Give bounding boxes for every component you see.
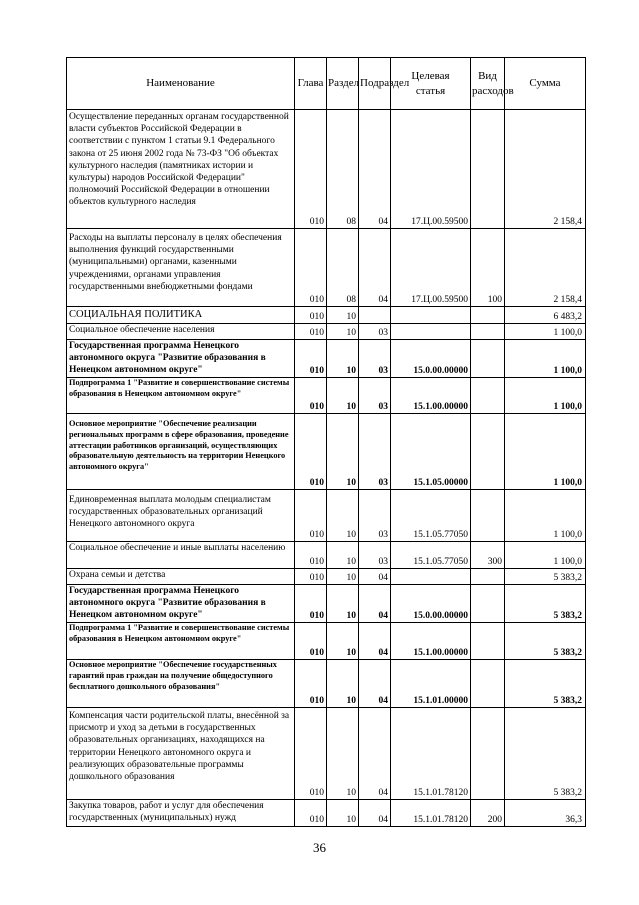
row-target: 15.1.01.78120 [391, 800, 471, 827]
row-podrazdel: 04 [359, 569, 391, 585]
row-name: Основное мероприятие "Обеспечение государственных гарантий прав граждан на получение общедоступного бесплатного дошкольного образования" [67, 660, 295, 708]
row-type [471, 378, 505, 414]
row-name: Осуществление переданных органам государственной власти субъектов Российской Федерации в соответствии с пунктом 1 статьи 9.1 Федерального закона от 25 июня 2002 года № 73-ФЗ "Об объектах культурного наследия (памятниках истории и культуры) народов Российской Федерации" полномочий Российской Федерации в отношении объектов культурного наследия [67, 110, 295, 229]
row-glava: 010 [295, 800, 327, 827]
header-razdel: Раздел [327, 58, 359, 110]
row-razdel: 08 [327, 110, 359, 229]
table-row [67, 110, 586, 229]
row-sum: 6 483,2 [505, 307, 586, 324]
row-name: Расходы на выплаты персоналу в целях обеспечения выполнения функций государственными (муниципальными) органами, казенными учреждениями, органами управления государственными внебюджетными фондами [67, 229, 295, 307]
row-name: Государственная программа Ненецкого автономного округа "Развитие образования в Ненецком автономном округе" [67, 585, 295, 623]
table-row [67, 324, 586, 340]
row-type [471, 708, 505, 800]
row-glava: 010 [295, 490, 327, 542]
row-razdel: 10 [327, 490, 359, 542]
row-name: СОЦИАЛЬНАЯ ПОЛИТИКА [67, 307, 295, 324]
row-type: 300 [471, 542, 505, 569]
row-sum: 5 383,2 [505, 660, 586, 708]
row-sum: 1 100,0 [505, 414, 586, 490]
row-glava: 010 [295, 340, 327, 378]
row-sum: 5 383,2 [505, 585, 586, 623]
row-podrazdel: 04 [359, 229, 391, 307]
table-row [67, 378, 586, 414]
row-type [471, 307, 505, 324]
row-type [471, 660, 505, 708]
table-row [67, 708, 586, 800]
row-podrazdel: 04 [359, 800, 391, 827]
row-glava: 010 [295, 324, 327, 340]
row-podrazdel: 04 [359, 110, 391, 229]
header-name: Наименование [67, 58, 295, 110]
table-row [67, 585, 586, 623]
row-target: 15.1.05.77050 [391, 490, 471, 542]
row-target: 15.1.05.00000 [391, 414, 471, 490]
row-name: Основное мероприятие "Обеспечение реализации региональных программ в сфере образования, проведение аттестации работников организаций, осуществляющих образовательную деятельность на территории Ненецкого автономного округа" [67, 414, 295, 490]
row-podrazdel: 04 [359, 708, 391, 800]
row-target [391, 569, 471, 585]
row-razdel: 10 [327, 340, 359, 378]
row-target: 15.1.00.00000 [391, 623, 471, 660]
row-razdel: 10 [327, 623, 359, 660]
row-podrazdel: 03 [359, 324, 391, 340]
row-podrazdel: 03 [359, 340, 391, 378]
row-podrazdel: 03 [359, 542, 391, 569]
row-target: 17.Ц.00.59500 [391, 229, 471, 307]
row-type [471, 414, 505, 490]
row-glava: 010 [295, 585, 327, 623]
row-glava: 010 [295, 414, 327, 490]
row-glava: 010 [295, 623, 327, 660]
page-number: 36 [313, 840, 326, 855]
row-type: 200 [471, 800, 505, 827]
row-type [471, 324, 505, 340]
row-podrazdel: 03 [359, 378, 391, 414]
row-name: Единовременная выплата молодым специалистам государственных образовательных организаций Ненецкого автономного округа [67, 490, 295, 542]
header-podrazdel: Подраздел [359, 58, 391, 110]
table-row [67, 542, 586, 569]
row-razdel: 10 [327, 324, 359, 340]
row-sum: 5 383,2 [505, 569, 586, 585]
row-glava: 010 [295, 569, 327, 585]
table-row [67, 569, 586, 585]
row-razdel: 10 [327, 378, 359, 414]
row-sum: 1 100,0 [505, 340, 586, 378]
row-glava: 010 [295, 660, 327, 708]
row-sum: 1 100,0 [505, 542, 586, 569]
row-sum: 2 158,4 [505, 229, 586, 307]
row-name: Компенсация части родительской платы, внесённой за присмотр и уход за детьми в государственных образовательных организациях, находящихся на территории Ненецкого автономного округа и реализующих образовательные программы дошкольного образования [67, 708, 295, 800]
header-vid: Вид расходов [471, 58, 505, 110]
table-header-row [67, 58, 586, 110]
row-glava: 010 [295, 307, 327, 324]
row-podrazdel: 04 [359, 623, 391, 660]
row-glava: 010 [295, 110, 327, 229]
row-sum: 1 100,0 [505, 378, 586, 414]
row-glava: 010 [295, 542, 327, 569]
row-type [471, 585, 505, 623]
row-sum: 1 100,0 [505, 324, 586, 340]
table-row [67, 623, 586, 660]
row-razdel: 10 [327, 800, 359, 827]
row-target: 15.1.05.77050 [391, 542, 471, 569]
row-podrazdel: 04 [359, 660, 391, 708]
row-target [391, 324, 471, 340]
header-summa: Сумма [505, 58, 586, 110]
row-razdel: 10 [327, 660, 359, 708]
row-type [471, 110, 505, 229]
row-type [471, 340, 505, 378]
table-row [67, 307, 586, 324]
row-podrazdel: 03 [359, 414, 391, 490]
budget-table [66, 57, 586, 827]
row-podrazdel: 03 [359, 490, 391, 542]
row-target: 15.1.01.78120 [391, 708, 471, 800]
row-podrazdel: 04 [359, 585, 391, 623]
row-type [471, 623, 505, 660]
row-razdel: 10 [327, 414, 359, 490]
row-glava: 010 [295, 708, 327, 800]
table-row [67, 340, 586, 378]
row-podrazdel [359, 307, 391, 324]
row-type [471, 569, 505, 585]
row-name: Государственная программа Ненецкого автономного округа "Развитие образования в Ненецком автономном округе" [67, 340, 295, 378]
row-razdel: 10 [327, 569, 359, 585]
row-target: 15.0.00.00000 [391, 585, 471, 623]
row-name: Подпрограмма 1 "Развитие и совершенствование системы образования в Ненецком автономном округе" [67, 378, 295, 414]
row-name: Охрана семьи и детства [67, 569, 295, 585]
row-sum: 1 100,0 [505, 490, 586, 542]
row-razdel: 10 [327, 542, 359, 569]
row-target: 15.0.00.00000 [391, 340, 471, 378]
row-target [391, 307, 471, 324]
row-target: 15.1.01.00000 [391, 660, 471, 708]
row-target: 17.Ц.00.59500 [391, 110, 471, 229]
row-glava: 010 [295, 378, 327, 414]
table-row [67, 229, 586, 307]
row-sum: 36,3 [505, 800, 586, 827]
row-sum: 5 383,2 [505, 708, 586, 800]
header-glava: Глава [295, 58, 327, 110]
table-row [67, 490, 586, 542]
row-target: 15.1.00.00000 [391, 378, 471, 414]
row-glava: 010 [295, 229, 327, 307]
row-name: Социальное обеспечение и иные выплаты населению [67, 542, 295, 569]
row-type [471, 490, 505, 542]
table-row [67, 660, 586, 708]
row-razdel: 10 [327, 307, 359, 324]
row-razdel: 10 [327, 708, 359, 800]
table-row [67, 800, 586, 827]
row-type: 100 [471, 229, 505, 307]
row-name: Закупка товаров, работ и услуг для обеспечения государственных (муниципальных) нужд [67, 800, 295, 827]
row-razdel: 08 [327, 229, 359, 307]
table-row [67, 414, 586, 490]
row-sum: 5 383,2 [505, 623, 586, 660]
row-razdel: 10 [327, 585, 359, 623]
row-name: Социальное обеспечение населения [67, 324, 295, 340]
row-sum: 2 158,4 [505, 110, 586, 229]
row-name: Подпрограмма 1 "Развитие и совершенствование системы образования в Ненецком автономном округе" [67, 623, 295, 660]
header-tselevaya: Целевая статья [391, 58, 471, 110]
